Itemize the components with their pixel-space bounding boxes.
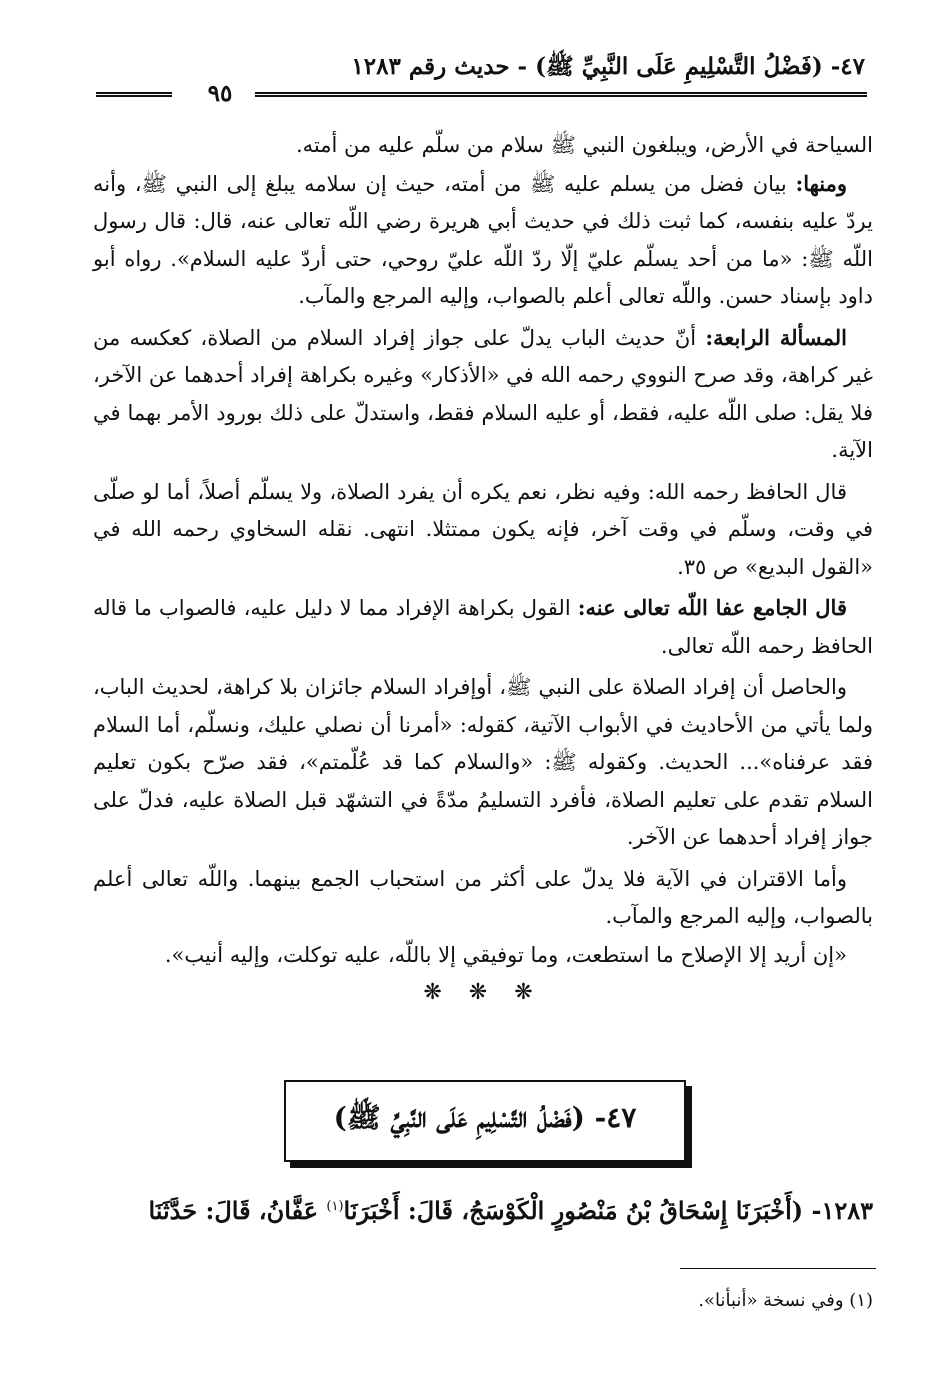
running-header-title: ٤٧- (فَضْلُ التَّسْلِيمِ عَلَى النَّبِيِّ ﷺ) - حديث رقم ١٢٨٣ bbox=[351, 53, 865, 80]
paragraph-text: بيان فضل من يسلم عليه ﷺ من أمته، حيث إن سلامه يبلغ إلى النبي ﷺ، وأنه يردّ عليه بنفسه، كما ثبت ذلك في حديث أبي هريرة رضي اللّه تعالى عنه، قال: قال رسول اللّه ﷺ: «ما من أحد يسلّم عليّ إلّا ردّ اللّه عليّ روحي، حتى أردّ عليه السلام». رواه أبو داود بإسناد حسن. واللّه تعالى أعلم بالصواب، وإليه المرجع والمآب. bbox=[93, 171, 873, 308]
footnote: (١) وفي نسخة «أنبأنا». bbox=[698, 1290, 873, 1311]
paragraph bbox=[93, 165, 873, 316]
page-number: ٩٥ bbox=[207, 80, 233, 107]
chapter-title-box bbox=[284, 1080, 686, 1162]
paragraph bbox=[93, 589, 873, 665]
page-number-rule bbox=[96, 92, 172, 97]
paragraph-text: السياحة في الأرض، ويبلغون النبي ﷺ سلام من سلّم عليه من أمته. bbox=[295, 133, 873, 157]
paragraph-text: القول بكراهة الإفراد مما لا دليل عليه، فالصواب ما قاله الحافظ رحمه اللّه تعالى. bbox=[93, 596, 873, 658]
paragraph-lead: قال الجامع عفا اللّه تعالى عنه: bbox=[577, 595, 847, 620]
paragraph-text: والحاصل أن إفراد الصلاة على النبي ﷺ، أوإفراد السلام جائزان بلا كراهة، لحديث الباب، ولما يأتي من الأحاديث في الأبواب الآتية، كقوله: «أمرنا أن نصلي عليك، ونسلّم، أما السلام فقد عرفناه»... الحديث. وكقوله ﷺ: «والسلام كما قد عُلّمتم»، فقد صرّح بكون تعليم السلام تقدم على تعليم الصلاة، فأفرد التسليمُ مدّةً في التشهّد قبل الصلاة عليه، فدلّ على جواز إفراد أحدهما عن الآخر. bbox=[93, 675, 873, 849]
paragraph bbox=[93, 319, 873, 470]
header-double-rule bbox=[255, 92, 867, 97]
footnote-marker: (١) bbox=[326, 1199, 344, 1214]
body-text bbox=[93, 126, 873, 1010]
paragraph bbox=[93, 473, 873, 587]
hadith-text-continued: عَفَّانُ، قَالَ: حَدَّثَنَا bbox=[148, 1196, 327, 1225]
section-separator: ❋ ❋ ❋ bbox=[423, 980, 543, 1005]
paragraph bbox=[93, 668, 873, 857]
paragraph-text: وأما الاقتران في الآية فلا يدلّ على أكثر من استحباب الجمع بينهما. واللّه تعالى أعلم بالصواب، وإليه المرجع والمآب. bbox=[93, 866, 873, 928]
chapter-title: ٤٧- (فَضْلُ التَّسْلِيمِ عَلَى النَّبِيِّ ﷺ) bbox=[333, 1101, 637, 1134]
paragraph-text: أنّ حديث الباب يدلّ على جواز إفراد السلام من الصلاة، كعكسه من غير كراهة، وقد صرح النووي رحمه الله في «الأذكار» وغيره بكراهة إفراد أحدهما عن الآخر، فلا يقل: صلى اللّه عليه، فقط، أو عليه السلام فقط، واستدلّ على ذلك بورود الأمر بهما في الآية. bbox=[93, 325, 873, 462]
paragraph-lead: ومنها: bbox=[795, 170, 847, 196]
paragraph-lead: المسألة الرابعة: bbox=[705, 324, 847, 350]
footnote-rule bbox=[680, 1268, 876, 1269]
hadith-text: ١٢٨٣- (أَخْبَرَنَا إِسْحَاقُ بْنُ مَنْصُورٍ الْكَوْسَجُ، قَالَ: أَخْبَرَنَا bbox=[343, 1196, 873, 1225]
paragraph-text: قال الحافظ رحمه الله: وفيه نظر، نعم يكره أن يفرد الصلاة، ولا يسلّم أصلاً، أما لو صلّى في وقت، وسلّم في وقت آخر، فإنه يكون ممتثلا. انتهى. نقله السخاوي رحمه الله في «القول البديع» ص ٣٥. bbox=[93, 479, 874, 579]
paragraph bbox=[93, 860, 873, 936]
paragraph-text: «إن أريد إلا الإصلاح ما استطعت، وما توفيقي إلا باللّه، عليه توكلت، وإليه أنيب». bbox=[164, 942, 847, 967]
hadith-opening-line bbox=[93, 1196, 873, 1225]
paragraph bbox=[93, 126, 873, 165]
paragraph bbox=[93, 936, 873, 975]
